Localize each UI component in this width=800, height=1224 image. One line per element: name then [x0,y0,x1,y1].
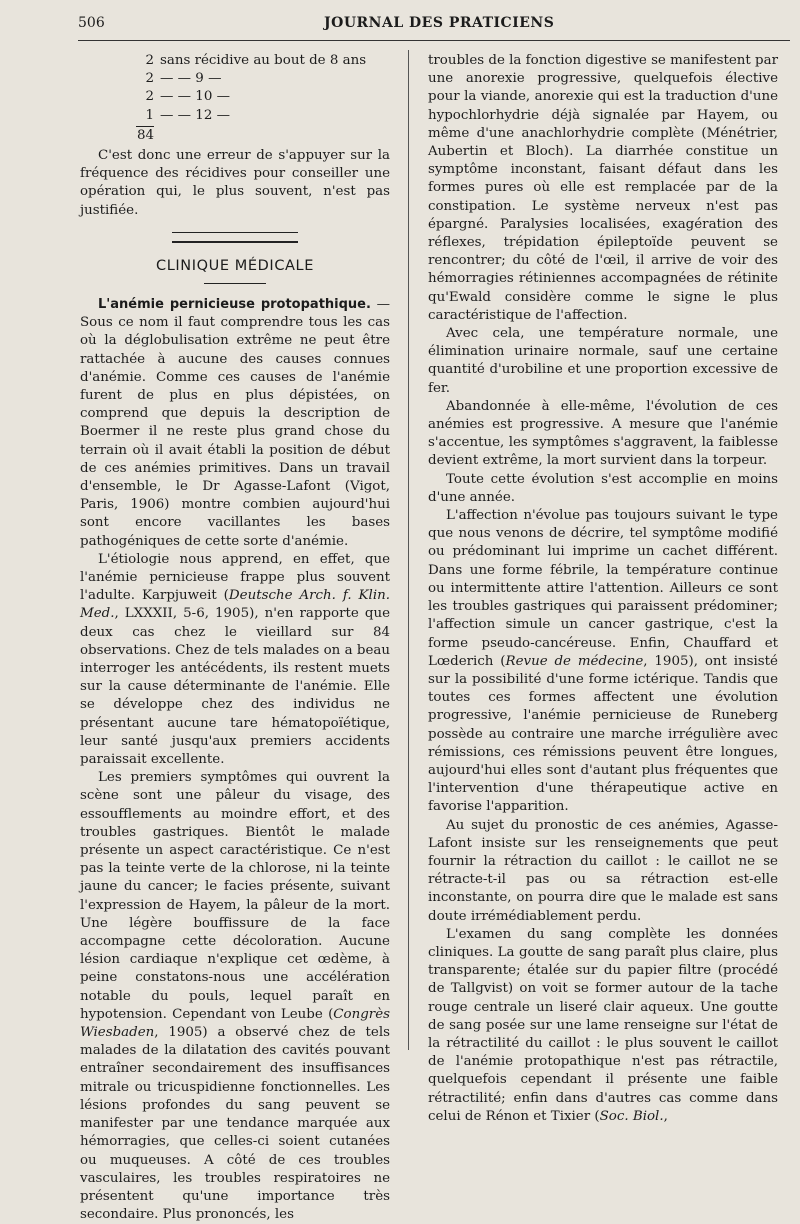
paragraph-text: Avec cela, une température normale, une élimination urinaire normale, sauf une certaine quantité d'urobiline et une proportion excessive de fer. [428,326,778,396]
article-paragraph [428,471,778,507]
section-title: CLINIQUE MÉDICALE [156,257,314,274]
paragraph-text: , [663,1108,668,1124]
article-paragraph [428,926,778,1126]
page-header [78,12,790,38]
table-total: 84 [136,127,154,143]
table-text: — — 12 — [160,107,230,123]
table-count: 2 [145,89,154,105]
paragraph-text: L'étiologie nous apprend, en effet, que l'anémie pernicieuse frappe plus souvent l'adulte. Karpjuweit ( [80,551,390,604]
article-paragraph [428,507,778,816]
header-rule [78,40,790,41]
section-title-rule [204,283,266,284]
citation-italic: Soc. Biol. [599,1108,664,1124]
article-paragraph [428,398,778,471]
paragraph-text: L'examen du sang complète les données cliniques. La goutte de sang paraît plus claire, plus transparente; étalée sur du papier filtre (procédé de Tallgvist) on voit se former autour de la tache rouge centrale un liseré clair aqueux. Une goutte de sang posée sur une lame renseigne sur l'état de la rétractilité du caillot : le plus souvent le caillot de l'anémie protopathique n'est pas rétractile, quelquefois cependant il présente une faible rétractilité; enfin dans d'autres cas comme dans celui de Rénon et Tixier ( [428,926,778,1124]
table-text: — — 10 — [160,89,230,105]
paragraph-text: L'affection n'évolue pas toujours suivant le type que nous venons de décrire, tel symptôme modifié ou prédominant lui imprime un cachet différent. Dans une forme fébrile, la température continue ou intermittente attire l'attention. Ailleurs ce sont les troubles gastriques qui paraissent prédominer; l'affection simule un cancer gastrique, c'est la forme pseudo-cancéreuse. Enfin, Chauffard et Lœderich ( [428,508,778,669]
paragraph-text: Abandonnée à elle-même, l'évolution de ces anémies est progressive. A mesure que l'anémie s'accentue, les symptômes s'aggravent, la faiblesse devient extrême, la mort survient dans la torpeur. [428,398,778,469]
table-count: 2 [145,71,154,87]
closing-paragraph: C'est donc une erreur de s'appuyer sur la fréquence des récidives pour conseiller une opération qui, le plus souvent, n'est pas justifiée. [80,147,390,218]
table-row [136,70,390,88]
paragraph-text: Les premiers symptômes qui ouvrent la scène sont une pâleur du visage, des essoufflements au moindre effort, et des troubles gastriques. Bientôt le malade présente un aspect caractéristique. Ce n'est pas la teinte verte de la chlorose, ni la teinte jaune du cancer; le facies présente, suivant l'expression de Hayem, la pâleur de la mort. Une légère bouffissure de la face accompagne cette décoloration. Aucune lésion cardiaque n'explique cet œdème, à peine constatons-nous une accélération notable du pouls, lequel paraît en hypotension. Cependant von Leube ( [80,770,390,1022]
paragraph-text: Au sujet du pronostic de ces anémies, Agasse-Lafont insiste sur les renseignements que peut fournir la rétraction du caillot : le caillot ne se rétracte-t-il pas ou sa rétraction est-elle inconstante, on pourra dire que le malade est sans doute irrémédiablement perdu. [428,817,778,924]
article-paragraph [428,52,778,325]
article-title: L'anémie pernicieuse protopathique. [98,296,371,312]
article-paragraph [80,296,390,551]
citation-italic: Congrès Wiesbaden [80,1006,390,1041]
article-paragraph [80,551,390,769]
table-row [136,88,390,106]
table-row [136,52,390,70]
section-ornament [172,232,298,243]
left-column [80,52,390,1224]
table-text: — — 9 — [160,71,222,87]
article-paragraph [428,325,778,398]
table-text: sans récidive au bout de 8 ans [160,53,367,68]
table-count: 1 [145,107,154,123]
table-total-row [136,125,390,143]
journal-title: JOURNAL DES PRATICIENS [324,15,555,31]
right-column [428,52,778,1126]
page-number: 506 [78,15,105,31]
article-paragraph [428,817,778,926]
paragraph-text: — Sous ce nom il faut comprendre tous les cas où la déglobulisation extrême ne peut être rattachée à aucune des causes connues d'anémie. Comme ces causes de l'anémie furent de plus en plus dépistées, on comprend que depuis la description de Boermer il ne reste plus grand chose du terrain où il avait établi la position de début de ces anémies primitives. Dans un travail d'ensemble, le Dr Agasse-Lafont (Vigot, Paris, 1906) montre combien aujourd'hui sont encore vacillantes les bases pathogéniques de cette sorte d'anémie. [80,296,390,549]
paragraph-text: , 1905) a observé chez de tels malades de la dilatation des cavités pouvant entraîner secondairement des insuffisances mitrale ou tricuspidienne fonctionnelles. Les lésions profondes du sang peuvent se manifester par une tendance marquée aux hémorragies, que celles-ci soient cutanées ou muqueuses. A côté de ces troubles vasculaires, les troubles respiratoires ne présentent qu'une importance très secondaire. Plus prononcés, les [80,1025,390,1223]
recurrence-table [136,52,390,143]
paragraph-text: , 1905), ont insisté sur la possibilité d'une forme ictérique. Tandis que toutes ces formes affectent une évolution progressive, l'anémie pernicieuse de Runeberg possède au contraire une marche irrégulière avec rémissions, ces rémissions peuvent être longues, aujourd'hui elles sont d'autant plus fréquentes que l'intervention d'une thérapeutique active en favorise l'apparition. [428,653,778,815]
column-divider [408,50,409,1050]
citation-italic: Revue de médecine [505,653,644,669]
article-paragraph [80,769,390,1224]
paragraph-text: Toute cette évolution s'est accomplie en moins d'une année. [428,471,778,505]
paragraph-text: , LXXXII, 5-6, 1905), n'en rapporte que deux cas chez le vieillard sur 84 observations. Chez de tels malades on a beau interroger les antécédents, ils restent muets sur la cause déterminante de l'anémie. Elle se développe chez des individus ne présentant aucune tare hématopoïétique, leur santé jusqu'aux premiers accidents paraissait excellente. [80,606,390,768]
table-count: 2 [145,53,154,68]
citation-italic: Deutsche Arch. f. Klin. Med. [80,588,390,622]
paragraph-text: troubles de la fonction digestive se manifestent par une anorexie progressive, quelquefois élective pour la viande, anorexie qui est la traduction d'une hypochlorhydrie déjà signalée par Hayem, ou même d'une anachlorhydrie complète (Ménétrier, Aubertin et Bloch). La diarrhée constitue un symptôme inconstant, faisant défaut dans les formes pures où elle est remplacée par de la constipation. Le système nerveux n'est pas épargné. Paralysies localisées, exagération des réflexes, trépidation épileptoïde peuvent se rencontrer; du côté de l'œil, il arrive de voir des hémorragies rétiniennes accompagnées de rétinite qu'Ewald considère comme le signe le plus caractéristique de l'affection. [428,53,778,323]
table-row [136,107,390,125]
